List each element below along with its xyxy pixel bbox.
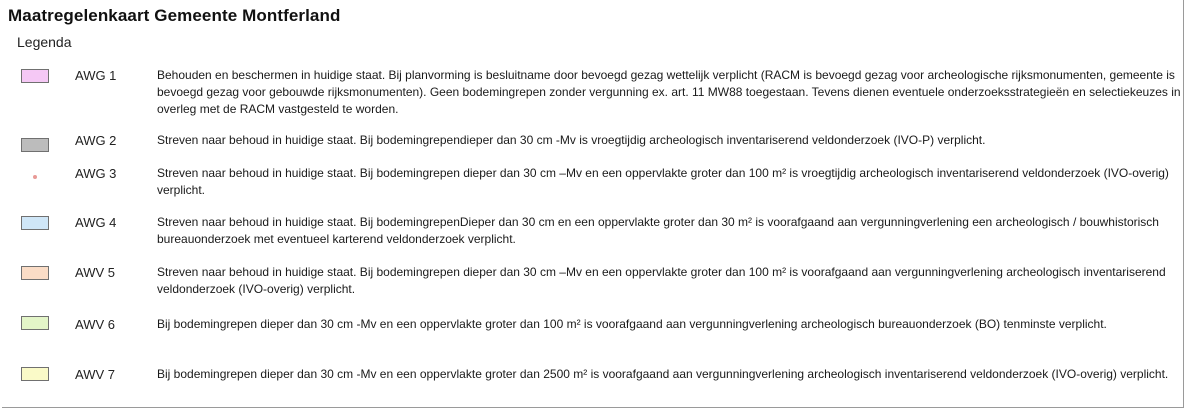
legend-code: AWG 4 <box>75 215 117 230</box>
legend-description: Behouden en beschermen in huidige staat. Bij planvorming is besluitname door bevoegd gezag wettelijk verplicht (RACM is bevoegd gezag voor archeologische rijksmonumenten, gemeente is bevoegd gezag voor gebouwde rijksmonumenten). Geen bodemingrepen zonder vergunning ex. art. 11 MW88 toegestaan. Tevens dienen eventuele onderzoeksstrategieën en selectiekeuzes in overleg met de RACM vastgesteld te worden. <box>157 68 1181 116</box>
legend-code: AWV 6 <box>75 317 115 332</box>
legend-code: AWG 3 <box>75 166 117 181</box>
legend-description: Streven naar behoud in huidige staat. Bij bodemingrepenDieper dan 30 cm en een oppervlakte groter dan 30 m² is voorafgaand aan vergunningverlening een archeologisch / bouwhistorisch bureauonderzoek met eventueel karterend veldonderzoek verplicht. <box>157 215 1159 246</box>
legend-description: Streven naar behoud in huidige staat. Bij bodemingrepen dieper dan 30 cm –Mv en een oppervlakte groter dan 100 m² is vroegtijdig archeologisch inventariserend veldonderzoek (IVO-overig) verplicht. <box>157 166 1169 197</box>
legend-color-swatch <box>21 266 49 280</box>
legend-description: Bij bodemingrepen dieper dan 30 cm -Mv en een oppervlakte groter dan 100 m² is voorafgaand aan vergunningverlening archeologisch bureauonderzoek (BO) tenminste verplicht. <box>157 317 1107 331</box>
legend-code: AWG 1 <box>75 68 117 83</box>
legend-color-swatch <box>21 216 49 230</box>
legend-code: AWV 7 <box>75 367 115 382</box>
legend-description: Streven naar behoud in huidige staat. Bij bodemingrepen dieper dan 30 cm –Mv en een oppervlakte groter dan 100 m² is voorafgaand aan vergunningverlening archeologisch inventariserend veldonderzoek (IVO-overig) verplicht. <box>157 265 1166 296</box>
legend-color-swatch <box>21 69 49 83</box>
legend-code: AWG 2 <box>75 133 117 148</box>
legend-color-swatch <box>21 367 49 381</box>
legend-code: AWV 5 <box>75 265 115 280</box>
legend-color-swatch <box>21 316 49 330</box>
legend-color-swatch <box>21 138 49 152</box>
legend-heading: Legenda <box>17 34 72 50</box>
legend-dot-symbol <box>33 175 37 179</box>
page-title: Maatregelenkaart Gemeente Montferland <box>8 6 341 25</box>
legend-frame <box>2 0 1184 408</box>
legend-description: Bij bodemingrepen dieper dan 30 cm -Mv en een oppervlakte groter dan 2500 m² is voorafgaand aan vergunningverlening archeologisch inventariserend veldonderzoek (IVO-overig) verplicht. <box>157 367 1169 381</box>
legend-description: Streven naar behoud in huidige staat. Bij bodemingrependieper dan 30 cm -Mv is vroegtijdig archeologisch inventariserend veldonderzoek (IVO-P) verplicht. <box>157 133 986 147</box>
